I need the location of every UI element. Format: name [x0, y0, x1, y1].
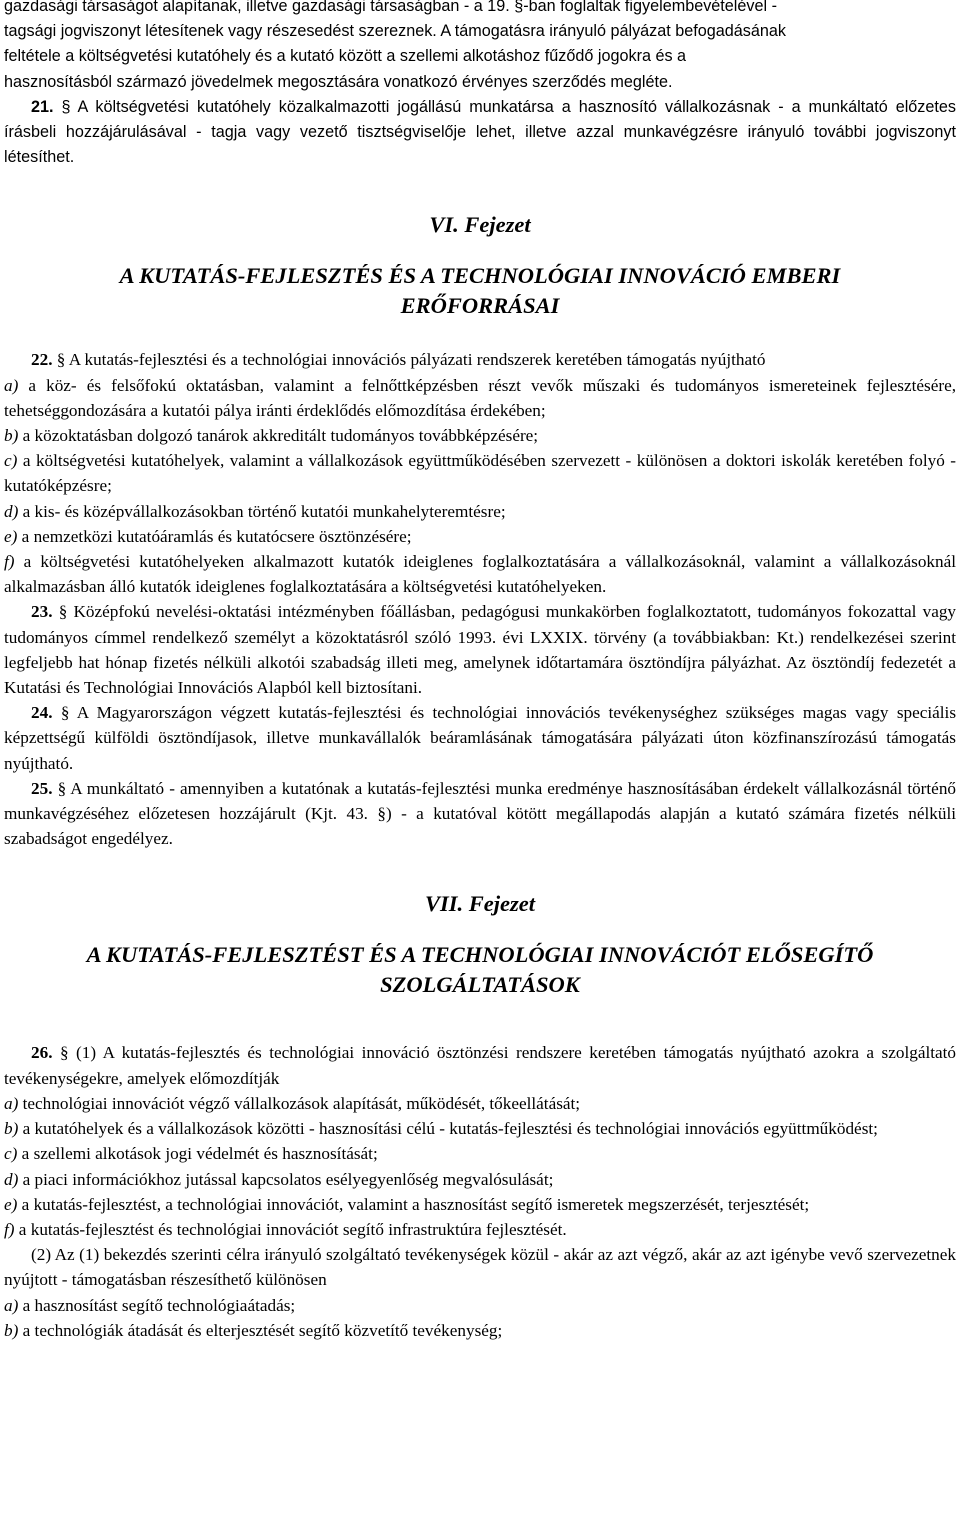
item-label: d)	[4, 1169, 19, 1189]
section-26-paragraph-2: (2) Az (1) bekezdés szerinti célra irányuló szolgáltató tevékenységek közül - akár az azt végző, akár az azt igénybe vevő szervezetnek nyújtott - támogatásban részesíthető különösen	[4, 1245, 956, 1290]
list-item	[4, 1217, 956, 1242]
item-text: technológiai innovációt végző vállalkozások alapítását, működését, tőkeellátását;	[22, 1093, 581, 1113]
item-text: a köz- és felsőfokú oktatásban, valamint a felnőttképzésben részt vevők műszaki és tudományos ismereteinek fejlesztésére, tehetséggondozására a kutatói pálya iránti érdeklődés előmozdítása érdekében;	[4, 375, 956, 420]
section-number: 23.	[31, 602, 53, 622]
list-item	[4, 448, 956, 498]
list-item	[4, 1091, 956, 1116]
list-item	[4, 524, 956, 549]
item-text: a szellemi alkotások jogi védelmét és hasznosítását;	[21, 1144, 378, 1164]
section-text: § (1) A kutatás-fejlesztés és technológiai innováció ösztönzési rendszere keretében támogatás nyújtható azokra a szolgáltató tevékenységekre, amelyek előmozdítják	[4, 1043, 956, 1088]
chapter-title: VII. Fejezet	[425, 891, 535, 917]
item-label: a)	[4, 1295, 19, 1315]
section-number: 25.	[31, 778, 53, 798]
section-text: § Középfokú nevelési-oktatási intézményben főállásban, pedagógusi munkakörben foglalkoztatott, tudományos fokozattal vagy tudományos címmel rendelkező személyt a közoktatásról szóló 1993. évi LXXIX. törvény (a továbbiakban: Kt.) rendelkezései szerint legfeljebb hat hónap fizetés nélküli alkotói szabadság illeti meg, amelynek időtartamára ösztöndíjra pályázhat. Az ösztöndíj fedezetét a Kutatási és Technológiai Innovációs Alapból kell biztosítani.	[4, 602, 957, 698]
continued-paragraph	[4, 0, 956, 95]
section-23	[4, 599, 956, 700]
item-text: a technológiák átadását és elterjesztését segítő közvetítő tevékenység;	[22, 1320, 503, 1340]
list-item	[4, 499, 956, 524]
item-text: a kutatás-fejlesztést és technológiai innovációt segítő infrastruktúra fejlesztését.	[18, 1219, 567, 1239]
item-label: e)	[4, 1194, 18, 1214]
item-label: c)	[4, 1144, 18, 1164]
list-item	[4, 1141, 956, 1166]
section-22	[4, 347, 956, 372]
item-text: a közoktatásban dolgozó tanárok akkreditált tudományos továbbképzésére;	[22, 426, 539, 446]
section-26	[4, 1040, 956, 1090]
section-text: § A Magyarországon végzett kutatás-fejlesztési és technológiai innovációs tevékenységhez szükséges magas vagy speciális képzettségű külföldi ösztöndíjasok, illetve munkavállalók beáramlásának támogatására pályázati úton közfinanszírozású támogatás nyújtható.	[4, 703, 957, 773]
section-number: 21.	[31, 97, 54, 116]
item-label: a)	[4, 1093, 19, 1113]
list-item	[4, 373, 956, 423]
chapter-heading: A KUTATÁS-FEJLESZTÉS ÉS A TECHNOLÓGIAI INNOVÁCIÓ EMBERI ERŐFORRÁSAI	[119, 263, 841, 319]
section-25	[4, 776, 956, 852]
item-text: a kis- és középvállalkozásokban történő kutatói munkahelyteremtésre;	[22, 501, 506, 521]
list-item	[4, 1318, 956, 1343]
chapter-title: VI. Fejezet	[429, 212, 531, 238]
item-label: f)	[4, 1219, 15, 1239]
section-number: 24.	[31, 703, 53, 723]
item-text: a kutatóhelyek és a vállalkozások közötti - hasznosítási célú - kutatás-fejlesztési és technológiai innovációs együttműködést;	[22, 1119, 878, 1139]
item-text: a költségvetési kutatóhelyek, valamint a vállalkozások együttműködésében szervezett - különösen a doktori iskolák keretében folyó - kutatóképzésre;	[4, 451, 956, 496]
item-label: e)	[4, 526, 18, 546]
section-number: 22.	[31, 350, 53, 370]
item-label: b)	[4, 1119, 19, 1139]
list-item	[4, 1116, 956, 1141]
section-text: § A költségvetési kutatóhely közalkalmazotti jogállású munkatársa a hasznosító vállalkozásnak - a munkáltató előzetes írásbeli hozzájárulásával - tagja vagy vezető tisztségviselője lehet, illetve azzal munkavégzésre irányuló további jogviszonyt létesíthet.	[4, 97, 956, 167]
section-number: 26.	[31, 1043, 53, 1063]
item-label: f)	[4, 552, 15, 572]
item-text: a hasznosítást segítő technológiaátadás;	[22, 1295, 296, 1315]
item-text: a nemzetközi kutatóáramlás és kutatócsere ösztönzésére;	[21, 526, 412, 546]
item-text: a kutatás-fejlesztést, a technológiai innovációt, valamint a hasznosítást segítő ismeretek megszerzését, terjesztését;	[21, 1194, 810, 1214]
item-label: b)	[4, 1320, 19, 1340]
section-text: § A kutatás-fejlesztési és a technológiai innovációs pályázati rendszerek keretében támogatás nyújtható	[56, 350, 766, 370]
chapter-heading: A KUTATÁS-FEJLESZTÉST ÉS A TECHNOLÓGIAI INNOVÁCIÓT ELŐSEGÍTŐ SZOLGÁLTATÁSOK	[86, 942, 874, 998]
item-text: a költségvetési kutatóhelyeken alkalmazott kutatók ideiglenes foglalkoztatására a vállalkozásoknál, valamint a vállalkozásoknál alkalmazásban álló kutatók ideiglenes foglalkoztatására a költségvetési kutatóhelyeken.	[4, 552, 956, 597]
list-item	[4, 1293, 956, 1318]
item-label: b)	[4, 426, 19, 446]
section-24	[4, 700, 956, 776]
text-line: gazdasági társaságot alapítanak, illetve gazdasági társaságban - a 19. §-ban foglaltak figyelembevételével -	[4, 0, 777, 15]
list-item	[4, 1167, 956, 1192]
list-item	[4, 423, 956, 448]
text-line: feltétele a költségvetési kutatóhely és a kutató között a szellemi alkotáshoz fűződő jogokra és a	[4, 47, 687, 66]
section-21	[4, 95, 956, 171]
list-item	[4, 549, 956, 599]
item-text: a piaci információkhoz jutással kapcsolatos esélyegyenlőség megvalósulását;	[22, 1169, 554, 1189]
item-label: a)	[4, 375, 19, 395]
text-line: tagsági jogviszonyt létesítenek vagy részesedést szereznek. A támogatásra irányuló pályázat befogadásának	[4, 22, 786, 41]
section-text: § A munkáltató - amennyiben a kutatónak a kutatás-fejlesztési munka eredménye hasznosításában érdekelt vállalkozásnál történő munkavégzéséhez előzetesen hozzájárult (Kjt. 43. §) - a kutatóval kötött megállapodás alapján a kutató számára fizetés nélküli szabadságot engedélyez.	[4, 778, 957, 849]
text-line: hasznosításból származó jövedelmek megosztására vonatkozó érvényes szerződés megléte.	[4, 72, 673, 91]
item-label: d)	[4, 501, 19, 521]
list-item	[4, 1192, 956, 1217]
item-label: c)	[4, 451, 18, 471]
